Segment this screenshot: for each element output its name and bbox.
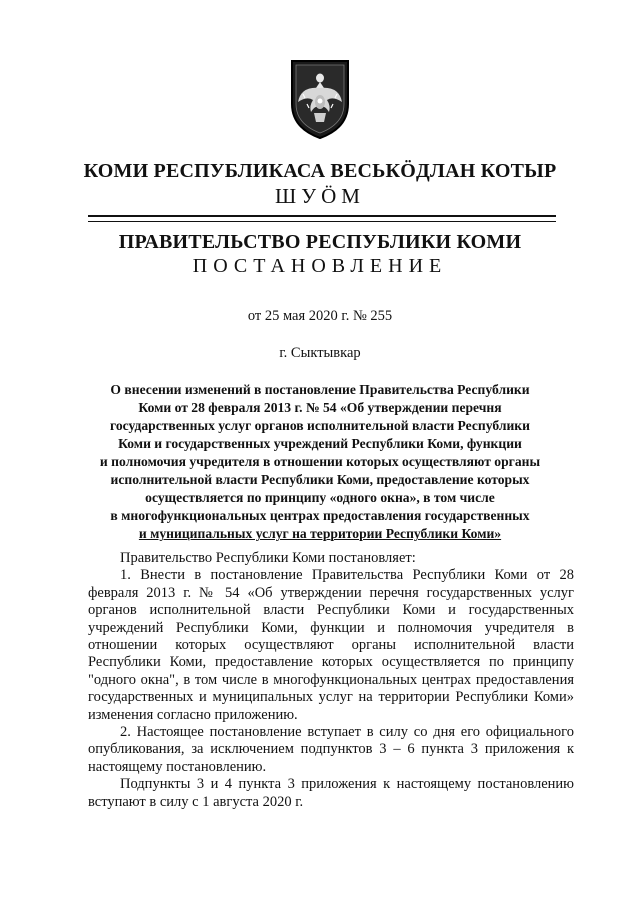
subject-line: О внесении изменений в постановление Правительства Республики [110,382,530,397]
subject-heading [60,381,580,543]
subject-line: Коми от 28 февраля 2013 г. № 54 «Об утверждении перечня [138,400,502,415]
subject-line-underlined [60,525,580,543]
subject-line: исполнительной власти Республики Коми, предоставление которых [110,472,530,487]
komi-title: КОМИ РЕСПУБЛИКАСА ВЕСЬКӦДЛАН КОТЫР [83,160,557,182]
subject-line: Коми и государственных учреждений Республики Коми, функции [118,436,522,451]
subject-line-text: и муниципальных услуг на территории Республики Коми» [138,526,502,541]
document-body [88,550,574,811]
subject-line: в многофункциональных центрах предоставления государственных [110,508,530,523]
komi-subtitle: ШУӦМ [275,184,365,208]
document-type: ПОСТАНОВЛЕНИЕ [192,255,448,277]
komi-coat-of-arms-icon [289,58,351,140]
body-paragraph: Подпункты 3 и 4 пункта 3 приложения к настоящему постановлению вступают в силу с 1 августа 2020 г. [88,776,574,810]
body-paragraph: 2. Настоящее постановление вступает в силу со дня его официального опубликования, за исключением подпунктов 3 – 6 пункта 3 приложения к настоящему постановлению. [88,724,574,775]
date-number-line: от 25 мая 2020 г. № 255 [247,308,393,324]
header-divider-thick [88,215,556,217]
body-paragraph: 1. Внести в постановление Правительства Республики Коми от 28 февраля 2013 г. № 54 «Об утверждении перечня государственных услуг органов исполнительной власти Республики Коми и государственных учреждений Республики Коми, функции и полномочия учредителя в отношении которых осуществляют органы исполнительной власти Республики Коми, предоставление которых осуществляется по принципу "одного окна", в том числе в многофункциональных центрах предоставления государственных и муниципальных услуг на территории Республики Коми» изменения согласно приложению. [88,567,574,723]
subject-line: государственных услуг органов исполнительной власти Республики [110,418,530,433]
government-title: ПРАВИТЕЛЬСТВО РЕСПУБЛИКИ КОМИ [118,231,522,253]
header-divider-thin [88,221,556,222]
subject-line: осуществляется по принципу «одного окна», в том числе [145,490,495,505]
body-paragraph: Правительство Республики Коми постановляет: [120,550,416,566]
city-line: г. Сыктывкар [279,345,361,361]
subject-line: и полномочия учредителя в отношении которых осуществляют органы [99,454,541,469]
